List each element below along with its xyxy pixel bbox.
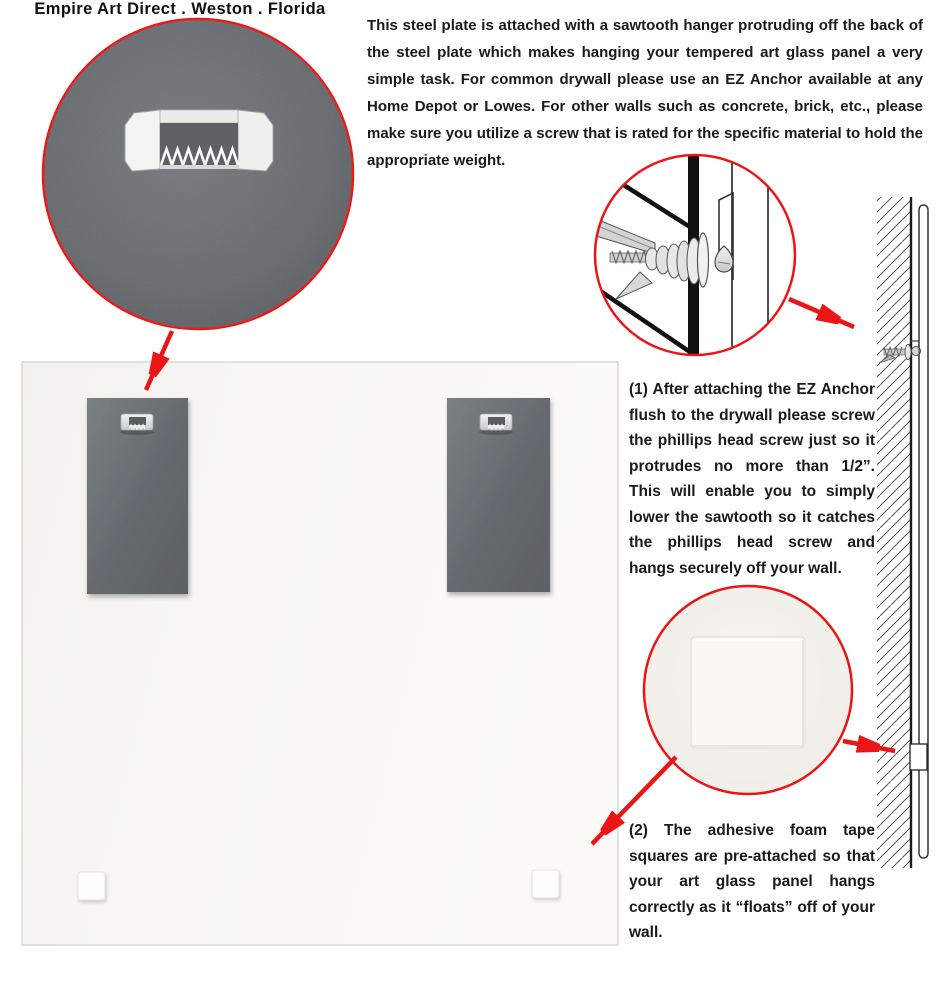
wall-foam-spacer	[910, 744, 927, 770]
step-2-text: (2) The adhesive foam tape squares are pre-attached so that your art glass panel hangs correctly as it “floats” off of your wall.	[629, 822, 875, 941]
arrow-to-wall-anchor	[789, 299, 854, 327]
foam-square-right	[532, 870, 559, 898]
wall-side-view	[877, 197, 928, 868]
sawtooth-closeup-callout	[43, 19, 353, 329]
foam-square-left	[78, 872, 105, 900]
wall-hatching	[877, 197, 911, 868]
art-panel-back	[22, 362, 618, 945]
sawtooth-hanger-closeup	[125, 110, 273, 171]
foam-square-closeup	[691, 637, 805, 748]
step-1-text: (1) After attaching the EZ Anchor flush to the drywall please screw the phillips head screw just so it protrudes no more than 1/2”. This will enable you to simply lower the sawtooth so it catches the phillips head screw and hangs securely off your wall.	[629, 381, 875, 577]
intro-paragraph: This steel plate is attached with a sawtooth hanger protruding off the back of the steel plate which makes hanging your tempered art glass panel a very simple task. For common drywall please use an EZ Anchor available at any Home Depot or Lowes. For other walls such as concrete, brick, etc., please make sure you utilize a screw that is rated for the specific material to hold the appropriate weight.	[367, 17, 923, 169]
sawtooth-hanger-left	[120, 414, 154, 435]
brand-footer: Empire Art Direct . Weston . Florida	[34, 0, 326, 18]
sawtooth-hanger-right	[479, 414, 513, 435]
foam-tape-callout	[644, 586, 852, 794]
ez-anchor-callout	[593, 150, 795, 362]
